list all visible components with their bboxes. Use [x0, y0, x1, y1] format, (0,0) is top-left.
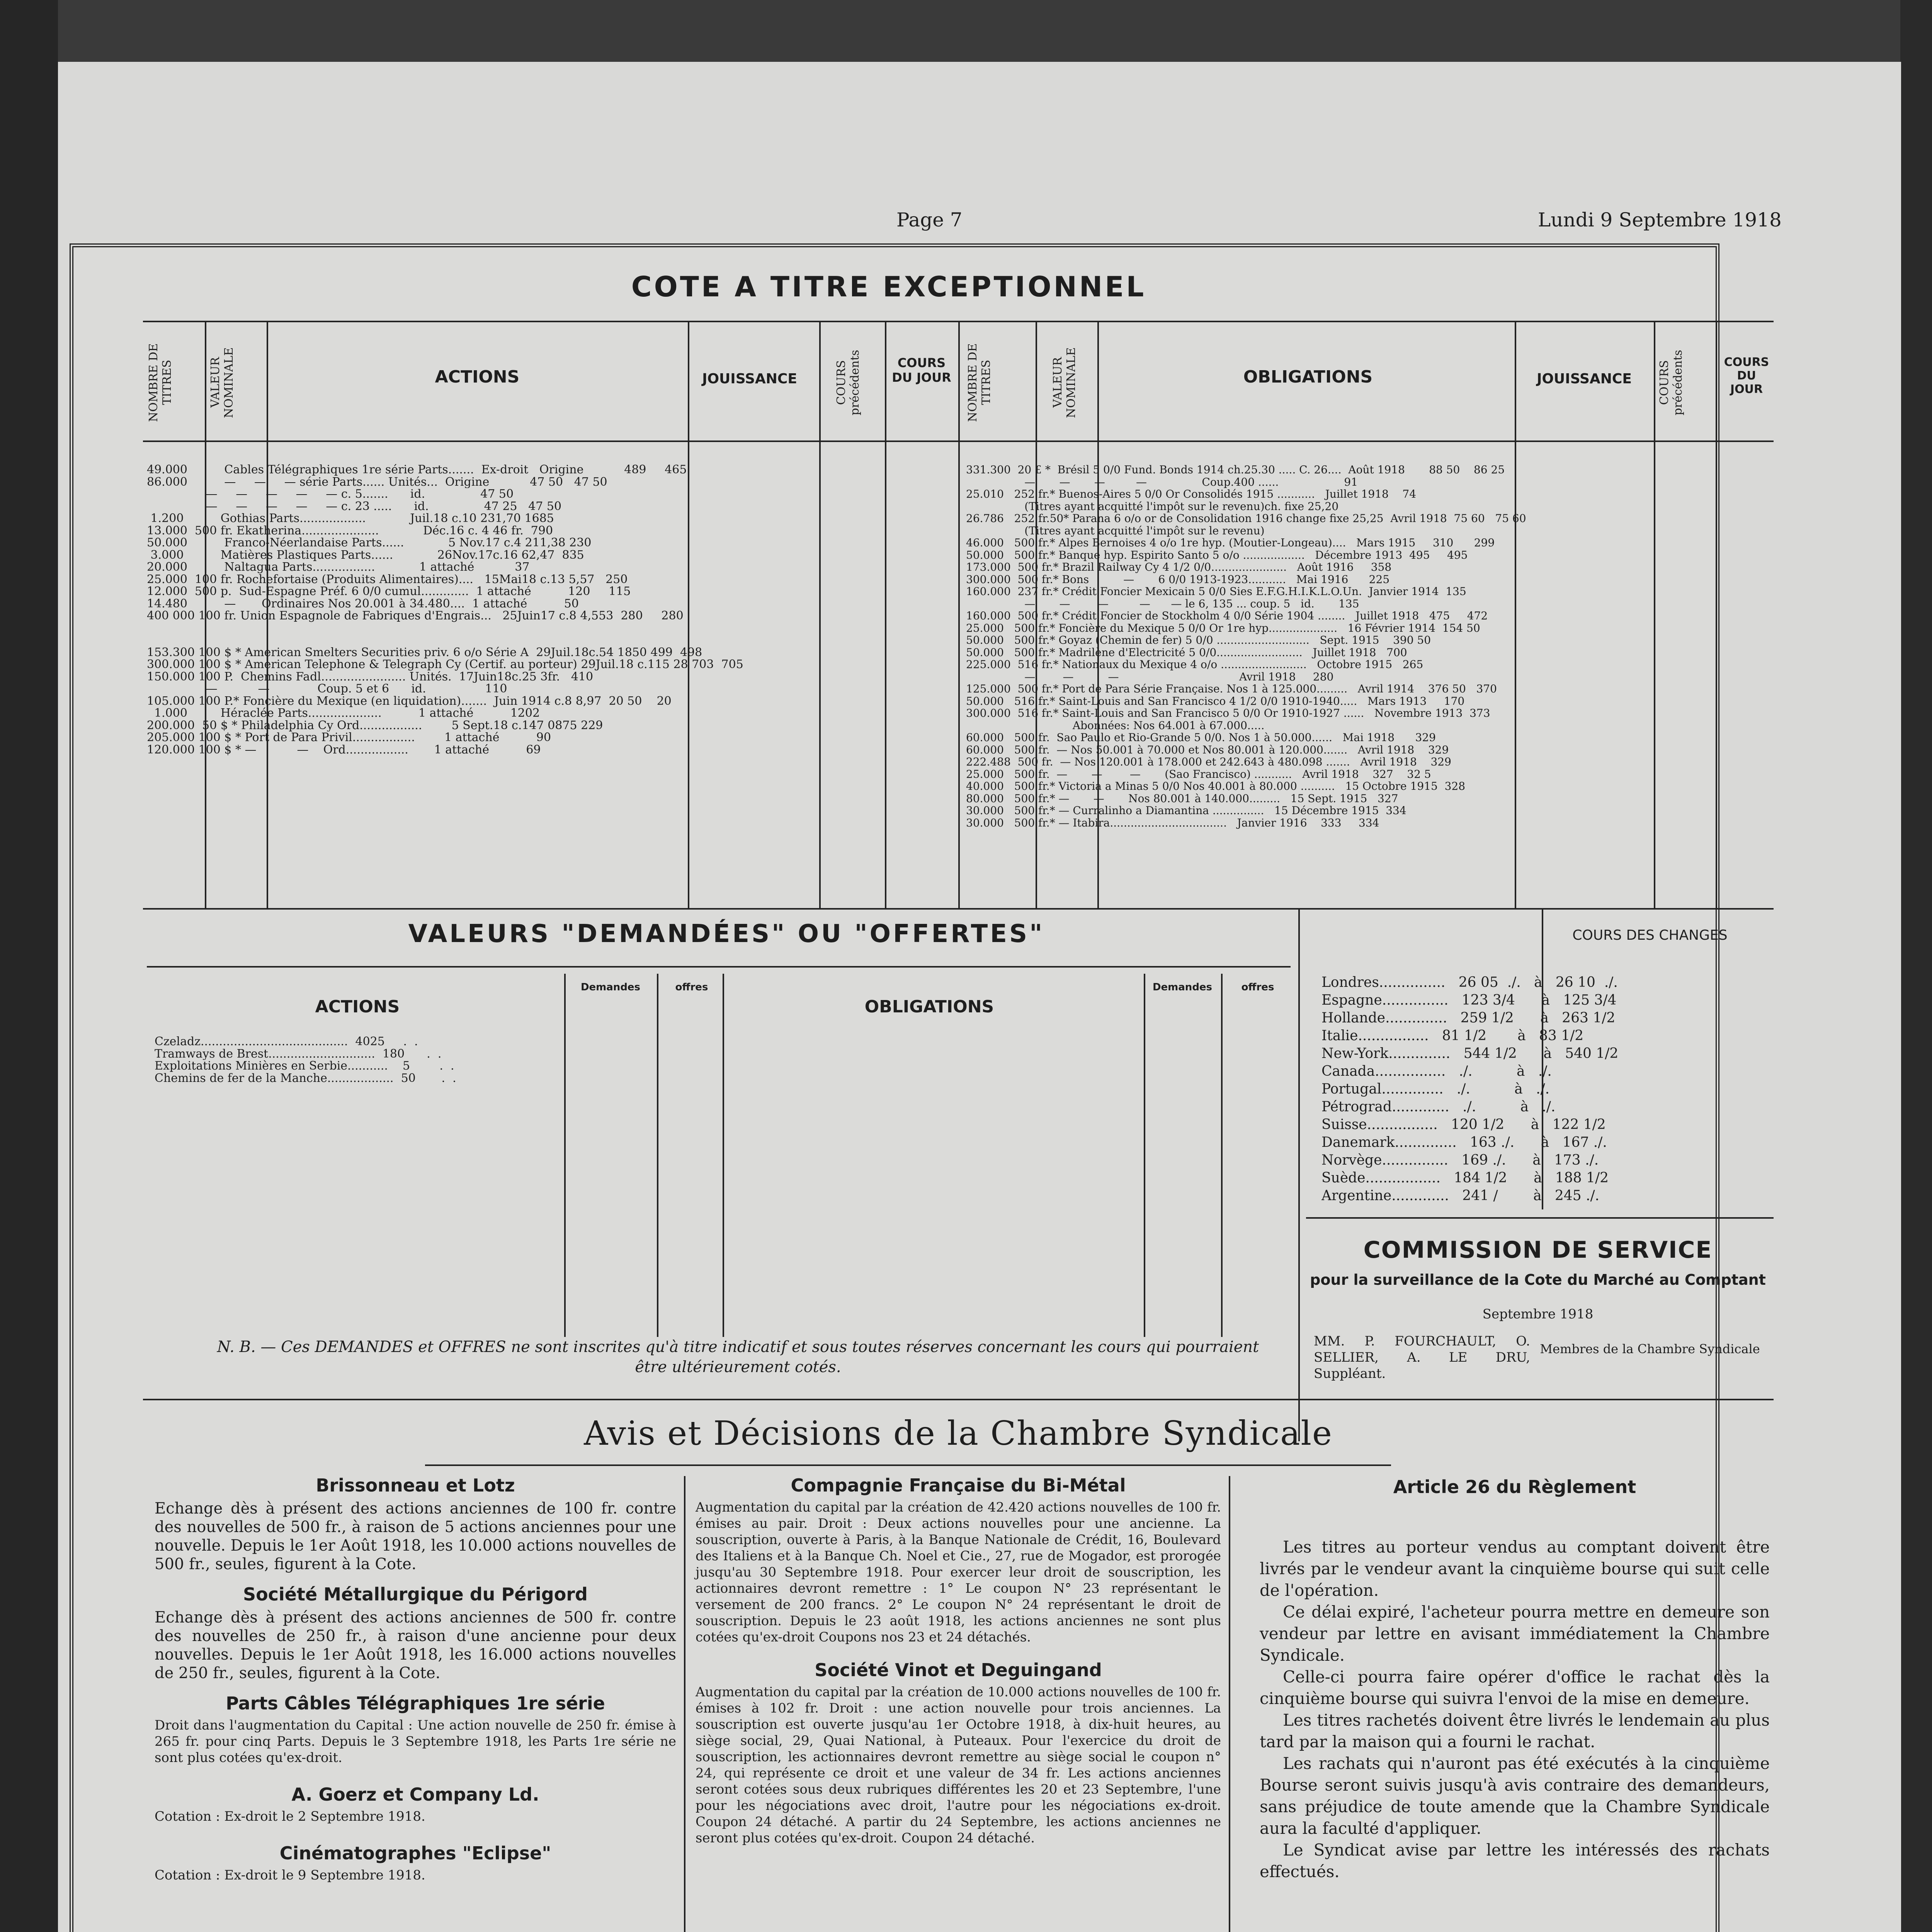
commission-date: Septembre 1918 — [1482, 1306, 1594, 1322]
cote-obligation-row: 225.000 516 fr.* Nationaux du Mexique 4 o/o ......................... Octobre 1915 265 — [966, 658, 1423, 671]
cote-action-row: 200.000 50 $ * Philadelphia Cy Ord................. 5 Sept.18 c.147 0875 229 — [147, 719, 603, 731]
demandes-col-offres-2: offres — [1241, 981, 1274, 993]
page-number: Page 7 — [896, 209, 963, 231]
art26-p3: Celle-ci pourra faire opérer d'office le rachat dès la cinquième bourse qui suivra l'envoi de la mise en demeure. — [1260, 1667, 1770, 1708]
art26-p1: Les titres au porteur vendus au comptant doivent être livrés par le vendeur avant la cinquième bourse qui suit celle de l'opération. — [1260, 1537, 1770, 1600]
cote-action-row: 120.000 100 $ * — — Ord................. 1 attaché 69 — [147, 743, 541, 756]
commission-members: MM. P. FOURCHAULT, O. SELLIER, A. LE DRU, Suppléant. — [1314, 1333, 1530, 1381]
page-date: Lundi 9 Septembre 1918 — [1538, 209, 1782, 231]
cote-action-row: 1.200 Gothias Parts.................. Juil.18 c.10 231,70 1685 — [147, 512, 554, 525]
cote-obligation-row: 25.000 500 fr. — — — (Sao Francisco) ........... Avril 1918 327 32 5 — [966, 768, 1431, 780]
cote-obligation-row: 331.300 20 £ * Brésil 5 0/0 Fund. Bonds 1914 ch.25.30 ..... C. 26.... Août 1918 88 50 86 25 — [966, 464, 1505, 476]
cote-actions-list — [147, 464, 954, 896]
demandes-col-divider — [723, 974, 724, 1337]
perigord-text: Echange dès à présent des actions anciennes de 500 fr. contre des nouvelles de 250 fr., à raison d'une ancienne pour deux nouvelles. Depuis le 1er Août 1918, les 16.000 actions nouvelles de 250 fr., seules, figurent à la Cote. — [155, 1609, 676, 1682]
demandes-col-divider — [564, 974, 566, 1337]
cote-col-divider — [958, 321, 960, 908]
eclipse-text: Cotation : Ex-droit le 9 Septembre 1918. — [155, 1867, 425, 1883]
cote-col-jouissance-2: JOUISSANCE — [1537, 371, 1632, 387]
changes-row: Pétrograd............. ./. à ./. — [1321, 1099, 1556, 1115]
cote-obligation-row: 50.000 516 fr.* Saint-Louis and San Francisco 4 1/2 0/0 1910-1940..... Mars 1913 170 — [966, 695, 1465, 707]
cote-obligation-row: — — — Avril 1918 280 — [966, 670, 1334, 683]
demandes-row: Tramways de Brest............................. 180 . . — [155, 1048, 442, 1060]
cote-action-row: 205.000 100 $ * Port de Para Privil................. 1 attaché 90 — [147, 731, 551, 744]
cote-obligation-row: 50.000 500 fr.* Goyaz (Chemin de fer) 5 0/0 ........................... Sept. 1915 390 50 — [966, 634, 1431, 646]
changes-row: Norvège............... 169 ./. à 173 ./. — [1321, 1152, 1599, 1168]
cote-action-row: 13.000 500 fr. Ekatherina..................... Déc.16 c. 4 46 fr. 790 — [147, 524, 553, 537]
cote-col-cours-prec: COURS précédents — [835, 350, 862, 415]
changes-row: Argentine............. 241 / à 245 ./. — [1321, 1188, 1600, 1204]
cote-obligation-row: (Titres ayant acquitté l'impôt sur le revenu) — [966, 524, 1265, 537]
changes-row: Canada................ ./. à ./. — [1321, 1063, 1552, 1079]
art26-title: Article 26 du Règlement — [1393, 1476, 1636, 1497]
cote-obligation-row: 25.010 252 fr.* Buenos-Aires 5 0/0 Or Consolidés 1915 ........... Juillet 1918 74 — [966, 488, 1417, 500]
changes-row: Suède................. 184 1/2 à 188 1/2 — [1321, 1170, 1609, 1186]
avis-divider — [1229, 1476, 1230, 1932]
cote-obligation-row: 40.000 500 fr.* Victoria a Minas 5 0/0 Nos 40.001 à 80.000 .......... 15 Octobre 1915 328 — [966, 780, 1466, 793]
cote-action-row: 20.000 Naltagua Parts................. 1 attaché 37 — [147, 561, 530, 573]
cote-obligation-row: 80.000 500 fr.* — — Nos 80.001 à 140.000......... 15 Sept. 1915 327 — [966, 792, 1398, 804]
cote-obligation-row: (Titres ayant acquitté l'impôt sur le revenu)ch. fixe 25,20 — [966, 500, 1339, 512]
avis-col-left — [155, 1476, 676, 1883]
cote-obligation-row: 60.000 500 fr. Sao Paulo et Rio-Grande 5 0/0. Nos 1 à 50.000...... Mai 1918 329 — [966, 731, 1436, 744]
cote-action-row: 1.000 Héraclée Parts.................... 1 attaché 1202 — [147, 707, 540, 719]
commission-title: COMMISSION DE SERVICE — [1363, 1236, 1713, 1264]
changes-row: Espagne............... 123 3/4 à 125 3/4 — [1321, 992, 1617, 1008]
cables-title: Parts Câbles Télégraphiques 1re série — [226, 1693, 605, 1714]
cote-obligation-row: Abonnées: Nos 64.001 à 67.000..... — [966, 719, 1265, 731]
cote-action-row: 12.000 500 p. Sud-Espagne Préf. 6 0/0 cumul............. 1 attaché 120 115 — [147, 585, 631, 598]
eclipse-title: Cinématographes "Eclipse" — [279, 1843, 551, 1864]
demandes-top-rule — [147, 966, 1291, 968]
cote-action-row: 14.480 — Ordinaires Nos 20.001 à 34.480.... 1 attaché 50 — [147, 597, 579, 610]
brissonneau-title: Brissonneau et Lotz — [316, 1475, 515, 1496]
cote-obligation-row: 160.000 500 fr.* Crédit Foncier de Stockholm 4 0/0 Série 1904 ........ Juillet 1918 475 472 — [966, 610, 1488, 622]
cote-obligations-list — [966, 464, 1770, 896]
book-binding-left — [0, 0, 58, 1932]
changes-row: New-York.............. 544 1/2 à 540 1/2 — [1321, 1046, 1619, 1061]
cote-col-valeur: VALEUR NOMINALE — [209, 347, 236, 418]
cote-obligation-row: — — — — Coup.400 ...... 91 — [966, 476, 1358, 488]
demandes-row: Chemins de fer de la Manche.................. 50 . . — [155, 1072, 456, 1084]
cote-action-row: 150.000 100 P. Chemins Fadl....................... Unités. 17Juin18c.25 3fr. 410 — [147, 670, 594, 683]
cote-col-nombre-2: NOMBRE DE TITRES — [966, 343, 993, 422]
demandes-row: Exploitations Minières en Serbie........... 5 . . — [155, 1060, 454, 1072]
changes-row: Hollande.............. 259 1/2 à 263 1/2 — [1321, 1010, 1616, 1026]
art26-p5: Les rachats qui n'auront pas été exécutés à la cinquième Bourse seront suivis jusqu'à avis contraire des demandeurs, sans préjudice de toute amende que la Chambre Syndicale aura la faculté d'appliquer. — [1260, 1754, 1770, 1838]
demandes-col-divider — [657, 974, 658, 1337]
cote-col-cours-prec-2: COURS précédents — [1658, 350, 1685, 415]
cote-obligation-row: 125.000 500 fr.* Port de Para Série Française. Nos 1 à 125.000......... Avril 1914 376 50 370 — [966, 683, 1497, 695]
cote-col-obligations: OBLIGATIONS — [1243, 367, 1373, 387]
goerz-title: A. Goerz et Company Ld. — [291, 1784, 539, 1805]
cote-col-jouissance: JOUISSANCE — [702, 371, 797, 387]
art26-p4: Les titres rachetés doivent être livrés le lendemain au plus tard par la maison qui a fourni le rachat. — [1260, 1711, 1770, 1751]
cote-obligation-row: 300.000 500 fr.* Bons — 6 0/0 1913-1923........... Mai 1916 225 — [966, 573, 1390, 585]
cote-obligation-row: — — — — — le 6, 135 ... coup. 5 id. 135 — [966, 597, 1359, 610]
cote-obligation-row: 46.000 500 fr.* Alpes Bernoises 4 o/o 1re hyp. (Moutier-Longeau).... Mars 1915 310 299 — [966, 537, 1495, 549]
changes-row: Londres............... 26 05 ./. à 26 10 ./. — [1321, 975, 1618, 990]
avis-title-rule — [425, 1464, 1391, 1466]
bimetal-text: Augmentation du capital par la création de 42.420 actions nouvelles de 100 fr. émises au pair. Droit : Deux actions nouvelles pour une ancienne. La souscription, ouverte à Paris, à la Banque Nationale de Crédit, 16, Boulevard des Italiens et à la Banque Ch. Noel et Cie., 27, rue de Mogador, est prorogée jusqu'au 30 Septembre 1918. Pour exercer leur droit de souscription, les actionnaires devront remettre : 1° Le coupon N° 23 représentant le versement de 200 francs. 2° Le coupon N° 24 représentant le droit de souscription. Depuis le 23 août 1918, les actions anciennes ne sont plus cotées qu'ex-droit Coupons nos 23 et 24 détachés. — [696, 1500, 1221, 1645]
avis-col-right — [1260, 1476, 1770, 1883]
cote-action-row: — — Coup. 5 et 6 id. 110 — [147, 683, 507, 695]
cote-action-row: 400 000 100 fr. Union Espagnole de Fabriques d'Engrais... 25Juin17 c.8 4,553 280 280 — [147, 610, 684, 622]
demandes-col-demandes-2: Demandes — [1152, 981, 1213, 993]
demandes-col-divider — [1144, 974, 1145, 1337]
changes-title: COURS DES CHANGES — [1572, 927, 1728, 943]
demandes-col-offres: offres — [675, 981, 708, 993]
cote-title: COTE A TITRE EXCEPTIONNEL — [631, 270, 1146, 303]
cote-action-row — [147, 634, 954, 646]
cote-action-row: 49.000 Cables Télégraphiques 1re série Parts....... Ex-droit Origine 489 465 — [147, 464, 687, 476]
cote-obligation-row: 30.000 500 fr.* — Itabira.................................. Janvier 1916 333 334 — [966, 816, 1379, 829]
demandes-title: VALEURS "DEMANDÉES" OU "OFFERTES" — [408, 920, 1045, 948]
brissonneau-text: Echange dès à présent des actions anciennes de 100 fr. contre des nouvelles de 500 fr., à raison de 5 actions anciennes pour une nouvelle. Depuis le 1er Août 1918, les 10.000 actions nouvelles de 500 fr., seules, figurent à la Cote. — [155, 1500, 676, 1573]
demandes-note: N. B. — Ces DEMANDES et OFFRES ne sont inscrites qu'à titre indicatif et sous toutes réserves concernant les cours qui pourraient être ultérieurement cotés. — [217, 1338, 1259, 1376]
cote-col-cours-jour: COURS DU JOUR — [892, 355, 951, 385]
art26-p6: Le Syndicat avise par lettre les intéressés des rachats effectués. — [1260, 1840, 1770, 1881]
changes-row: Italie................ 81 1/2 à 83 1/2 — [1321, 1028, 1584, 1044]
avis-top-rule — [143, 1399, 1774, 1400]
goerz-text: Cotation : Ex-droit le 2 Septembre 1918. — [155, 1809, 425, 1824]
vinot-text: Augmentation du capital par la création de 10.000 actions nouvelles de 100 fr. émises à 102 fr. Droit : une action nouvelle pour trois anciennes. La souscription est ouverte jusqu'au 1er Octobre 1918, à dix-huit heures, au siège social, 29, Quai National, à Puteaux. Pour l'exercice du droit de souscription, les actionnaires devront remettre au siège social le coupon n° 24, qui représente ce droit et une valeur de 34 fr. Les actions anciennes seront cotées sous deux rubriques différentes les 20 et 23 Septembre, l'une pour les négociations avec droit, l'autre pour les négociations ex-droit. Coupon 24 détaché. A partir du 24 Septembre, les actions anciennes ne seront plus cotées qu'ex-droit. Coupon 24 détaché. — [696, 1684, 1221, 1846]
book-binding-right — [1900, 0, 1932, 1932]
demandes-col-obligations: OBLIGATIONS — [864, 997, 994, 1017]
demandes-list — [155, 1036, 711, 1113]
cote-action-row: — — — — — c. 5....... id. 47 50 — [147, 488, 514, 500]
cote-action-row: 3.000 Matières Plastiques Parts...... 26Nov.17c.16 62,47 835 — [147, 549, 584, 561]
cote-obligation-row: 50.000 500 fr.* Banque hyp. Espirito Santo 5 o/o .................. Décembre 1913 495 495 — [966, 549, 1468, 561]
cote-obligation-row: 160.000 237 fr.* Crédit Foncier Mexicain 5 0/0 Sies E.F.G.H.I.K.L.O.Un. Janvier 1914 135 — [966, 585, 1466, 598]
cote-obligation-row: 30.000 500 fr.* — Curralinho a Diamantina ............... 15 Décembre 1915 334 — [966, 804, 1406, 817]
demandes-col-divider — [1221, 974, 1223, 1337]
cote-action-row: 153.300 100 $ * American Smelters Securities priv. 6 o/o Série A 29Juil.18c.54 1850 499 498 — [147, 646, 702, 658]
cote-bottom-rule — [143, 908, 1774, 910]
demandes-divider — [1298, 908, 1300, 1441]
cote-obligation-row: 300.000 516 fr.* Saint-Louis and San Francisco 5 0/0 Or 1910-1927 ...... Novembre 1913 373 — [966, 707, 1490, 719]
cote-obligation-row: 25.000 500 fr.* Foncière du Mexique 5 0/0 Or 1re hyp.................... 16 Février 1914 154 50 — [966, 622, 1480, 634]
commission-members-of: Membres de la Chambre Syndicale — [1540, 1342, 1760, 1356]
cote-obligation-row: 50.000 500 fr.* Madrilène d'Electricité 5 0/0......................... Juillet 1918 700 — [966, 646, 1407, 658]
cote-action-row: 105.000 100 P.* Foncière du Mexique (en liquidation)....... Juin 1914 c.8 8,97 20 50 20 — [147, 695, 672, 707]
cote-action-row: 25.000 100 fr. Rochefortaise (Produits Alimentaires).... 15Mai18 c.13 5,57 250 — [147, 573, 628, 585]
cote-obligation-row: 26.786 252 fr.50* Parana 6 o/o or de Consolidation 1916 change fixe 25,25 Avril 1918 75 60 75 60 — [966, 512, 1526, 525]
bimetal-title: Compagnie Française du Bi-Métal — [791, 1475, 1126, 1496]
cote-obligation-row: 173.000 500 fr.* Brazil Railway Cy 4 1/2 0/0...................... Août 1916 358 — [966, 561, 1392, 573]
commission-rule — [1306, 1217, 1774, 1219]
demandes-col-demandes: Demandes — [580, 981, 641, 993]
cote-action-row — [147, 622, 954, 634]
cote-action-row: 300.000 100 $ * American Telephone & Telegraph Cy (Certif. au porteur) 29Juil.18 c.115 28 703 705 — [147, 658, 743, 671]
cote-action-row: 50.000 Franco-Néerlandaise Parts...... 5 Nov.17 c.4 211,38 230 — [147, 537, 592, 549]
cote-obligation-row: 222.488 500 fr. — Nos 120.001 à 178.000 et 242.643 à 480.098 ....... Avril 1918 329 — [966, 756, 1451, 768]
cote-col-cours-jour-2: COURS DU JOUR — [1724, 355, 1769, 396]
demandes-col-actions: ACTIONS — [315, 997, 400, 1017]
cables-text: Droit dans l'augmentation du Capital : Une action nouvelle de 250 fr. émise à 265 fr. pour cinq Parts. Depuis le 3 Septembre 1918, les Parts 1re série ne sont plus cotées qu'ex-droit. — [155, 1718, 676, 1765]
cote-action-row: — — — — — c. 23 ..... id. 47 25 47 50 — [147, 500, 562, 512]
commission-subtitle: pour la surveillance de la Cote du Marché au Comptant — [1310, 1271, 1766, 1288]
avis-col-middle — [696, 1476, 1221, 1846]
changes-list — [1321, 974, 1774, 1213]
cote-obligation-row: 60.000 500 fr. — Nos 50.001 à 70.000 et Nos 80.001 à 120.000....... Avril 1918 329 — [966, 743, 1449, 756]
cote-action-row: 86.000 — — — série Parts...... Unités... Origine 47 50 47 50 — [147, 476, 607, 488]
changes-row: Danemark.............. 163 ./. à 167 ./. — [1321, 1134, 1607, 1150]
cote-col-nombre: NOMBRE DE TITRES — [147, 343, 174, 422]
avis-title: Avis et Décisions de la Chambre Syndicale — [584, 1414, 1333, 1453]
demandes-row: Czeladz........................................ 4025 . . — [155, 1036, 418, 1048]
cote-col-valeur-2: VALEUR NOMINALE — [1051, 347, 1078, 418]
perigord-title: Société Métallurgique du Périgord — [243, 1584, 588, 1605]
changes-row: Suisse................ 120 1/2 à 122 1/2 — [1321, 1117, 1606, 1133]
changes-row: Portugal.............. ./. à ./. — [1321, 1081, 1550, 1097]
vinot-title: Société Vinot et Deguingand — [815, 1660, 1102, 1680]
art26-p2: Ce délai expiré, l'acheteur pourra mettre en demeure son vendeur par lettre en avisant immédiatement la Chambre Syndicale. — [1260, 1602, 1770, 1665]
avis-divider — [684, 1476, 685, 1932]
cote-col-actions: ACTIONS — [435, 367, 520, 387]
